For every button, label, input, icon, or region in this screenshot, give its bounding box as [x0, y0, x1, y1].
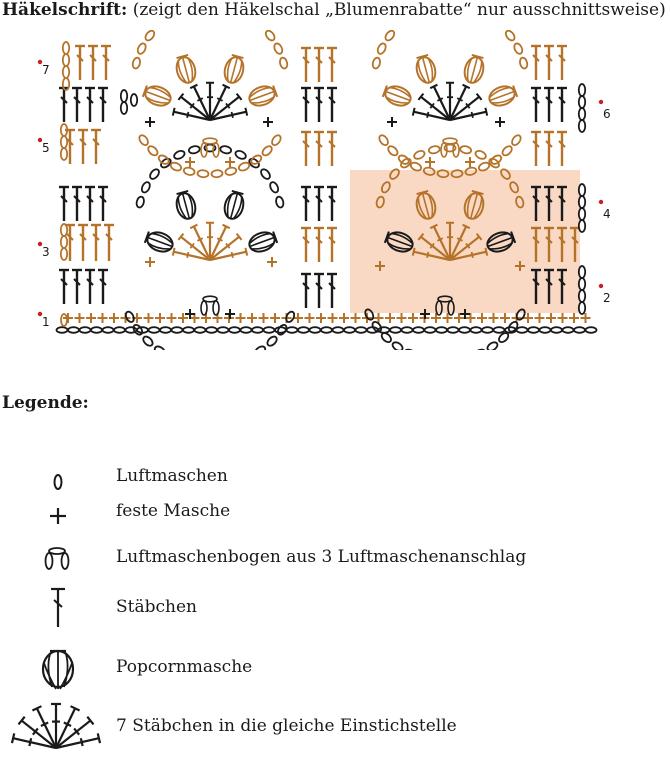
fan-icon [4, 700, 108, 752]
legend-label-single-crochet: feste Masche [116, 501, 231, 521]
row-number-left: 1 [42, 315, 50, 329]
legend-label-fan: 7 Stäbchen in die gleiche Einstichstelle [116, 716, 457, 736]
row-number-right: 2 [603, 291, 611, 305]
row-marker [599, 100, 603, 104]
row-number-right: 4 [603, 207, 611, 221]
legend-label-picot: Luftmaschenbogen aus 3 Luftmaschenanschlag [116, 547, 527, 567]
picot-icon [40, 545, 74, 573]
row-marker [599, 284, 603, 288]
chart-subtitle: (zeigt den Häkelschal „Blumenrabatte“ nur ausschnittsweise) [132, 0, 666, 20]
row-number-left: 3 [42, 245, 50, 259]
row-marker [599, 200, 603, 204]
row-number-left: 7 [42, 63, 50, 77]
legend-label-chain: Luftmaschen [116, 466, 228, 486]
row-number-right: 6 [603, 107, 611, 121]
chart-title: Häkelschrift: [2, 0, 128, 20]
chart-heading [2, 0, 666, 20]
single-crochet-icon [46, 504, 70, 528]
crochet-chart [0, 30, 670, 350]
chain-icon [46, 470, 70, 494]
legend-label-popcorn: Popcornmasche [116, 657, 253, 677]
popcorn-icon [36, 645, 80, 693]
legend-label-double-crochet: Stäbchen [116, 597, 197, 617]
row-number-left: 5 [42, 141, 50, 155]
legend-title: Legende: [2, 393, 89, 413]
double-crochet-icon [46, 585, 70, 629]
